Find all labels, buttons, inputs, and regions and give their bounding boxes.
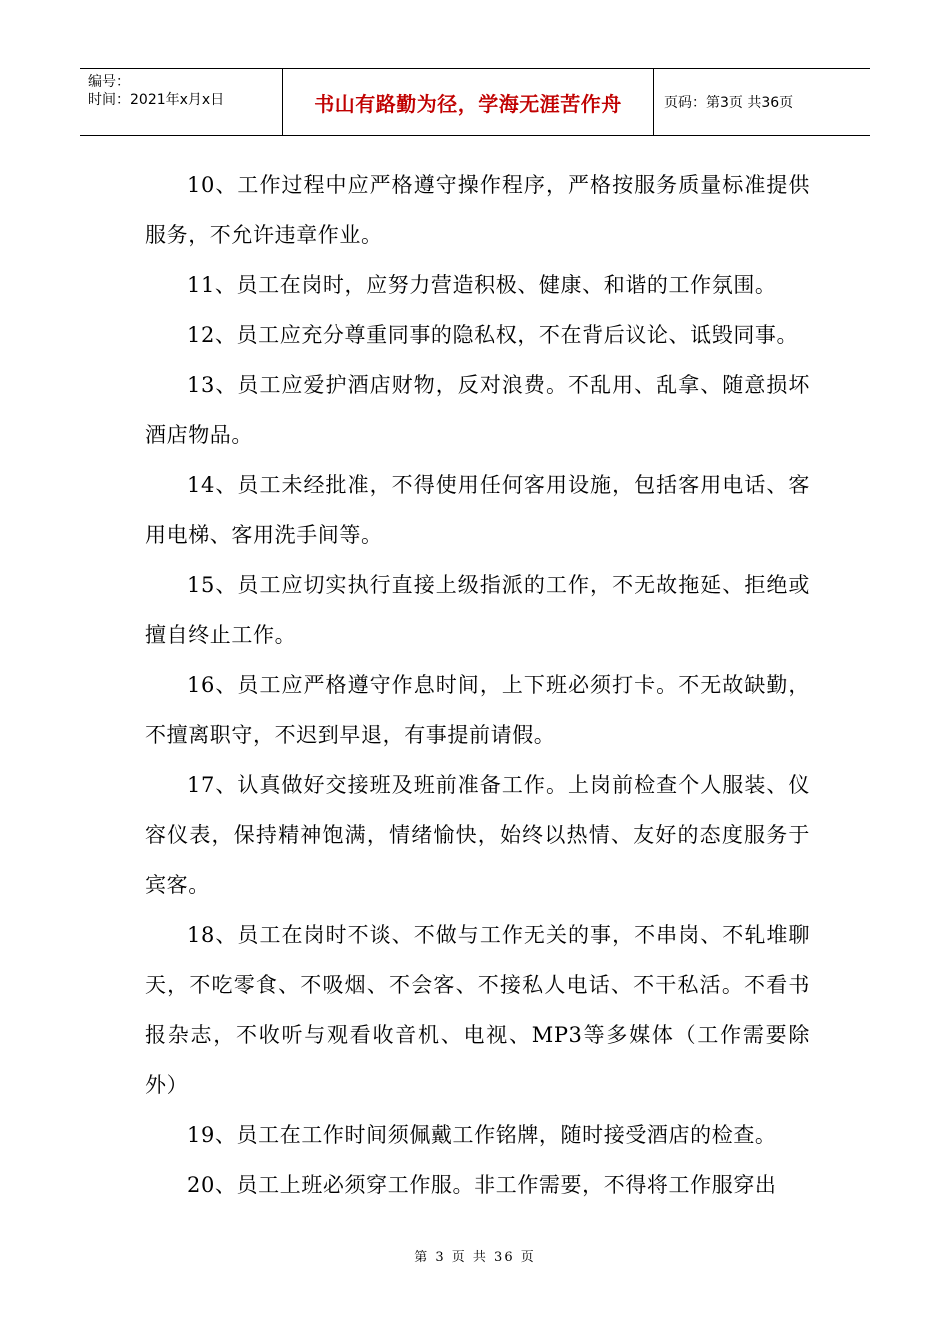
paragraph: 18、员工在岗时不谈、不做与工作无关的事，不串岗、不轧堆聊天，不吃零食、不吸烟、不会客、不接私人电话、不干私活。不看书报杂志，不收听与观看收音机、电视、MP3等多媒体（工作需要除外） xyxy=(145,923,810,1097)
document-date: 时间：2021年x月x日 xyxy=(88,92,225,108)
paragraph: 11、员工在岗时，应努力营造积极、健康、和谐的工作氛围。 xyxy=(187,273,777,297)
paragraph: 17、认真做好交接班及班前准备工作。上岗前检查个人服装、仪容仪表，保持精神饱满，情绪愉快，始终以热情、友好的态度服务于宾客。 xyxy=(145,773,810,897)
paragraph: 16、员工应严格遵守作息时间，上下班必须打卡。不无故缺勤，不擅离职守，不迟到早退，有事提前请假。 xyxy=(145,673,810,747)
document-number-label: 编号： xyxy=(88,74,130,90)
header-motto: 书山有路勤为径，学海无涯苦作舟 xyxy=(314,91,622,116)
paragraph: 10、工作过程中应严格遵守操作程序，严格按服务质量标准提供服务，不允许违章作业。 xyxy=(145,173,810,247)
paragraph: 19、员工在工作时间须佩戴工作铭牌，随时接受酒店的检查。 xyxy=(187,1123,777,1147)
header-motto-cell xyxy=(282,69,654,135)
paragraph: 13、员工应爱护酒店财物，反对浪费。不乱用、乱拿、随意损坏酒店物品。 xyxy=(145,373,810,447)
paragraph: 14、员工未经批准，不得使用任何客用设施，包括客用电话、客用电梯、客用洗手间等。 xyxy=(145,473,810,547)
document-body xyxy=(145,160,810,1210)
header-page-info: 页码：第3页 共36页 xyxy=(664,95,794,111)
paragraph: 12、员工应充分尊重同事的隐私权，不在背后议论、诋毁同事。 xyxy=(187,323,799,347)
paragraph: 20、员工上班必须穿工作服。非工作需要，不得将工作服穿出 xyxy=(187,1173,777,1197)
footer-page-number: 第 3 页 共 36 页 xyxy=(414,1250,536,1265)
page-footer xyxy=(0,1246,950,1265)
page-header xyxy=(80,68,870,136)
paragraph: 15、员工应切实执行直接上级指派的工作，不无故拖延、拒绝或擅自终止工作。 xyxy=(145,573,810,647)
header-page-info-cell xyxy=(654,69,870,135)
header-meta xyxy=(80,69,282,135)
